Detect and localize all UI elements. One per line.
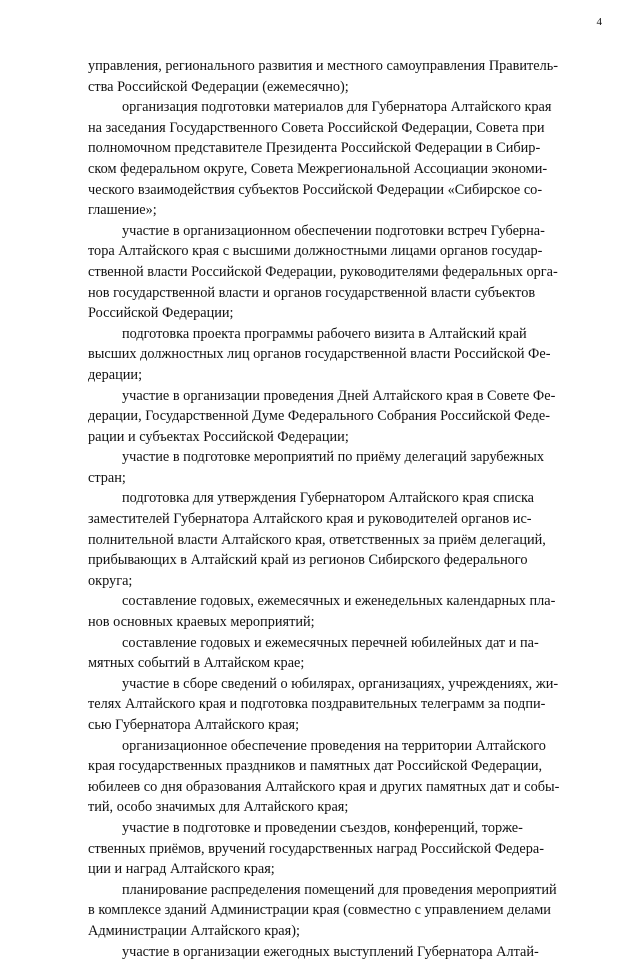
paragraph: организация подготовки материалов для Губернатора Алтайского края на заседания Государственного Совета Российской Федерации, Совета при полномочном представителе Президента Российской Федерации в Сибир- ском федеральном округе, Совета Межрегиональной Ассоциации экономи- ческого взаимодействия субъектов Российской Федерации «Сибирское со- глашение»; — [88, 99, 552, 219]
paragraph: составление годовых и ежемесячных перечней юбилейных дат и па- мятных событий в Алтайском крае; — [88, 634, 539, 672]
document-body — [88, 56, 604, 962]
page-number: 4 — [596, 16, 602, 28]
paragraph: организационное обеспечение проведения на территории Алтайского края государственных праздников и памятных дат Российской Федерации, юбилеев со дня образования Алтайского края и других памятных дат и собы- тий, особо значимых для Алтайского края; — [88, 737, 560, 816]
paragraph: участие в подготовке и проведении съездов, конференций, торже- ственных приёмов, вручений государственных наград Российской Федера- ции и наград Алтайского края; — [88, 819, 545, 878]
paragraph: участие в организации ежегодных выступлений Губернатора Алтай- — [122, 943, 539, 960]
paragraph: подготовка проекта программы рабочего визита в Алтайский край высших должностных лиц органов государственной власти Российской Фе- дерации; — [88, 325, 551, 383]
paragraph: участие в организации проведения Дней Алтайского края в Совете Фе- дерации, Государственной Думе Федерального Собрания Российской Феде- рации и субъектах Российской Федерации; — [88, 387, 556, 445]
paragraph: участие в подготовке мероприятий по приёму делегаций зарубежных стран; — [88, 449, 545, 486]
paragraph: участие в организационном обеспечении подготовки встреч Губерна- тора Алтайского края с высшими должностными лицами органов государ- ственной власти Российской Федерации, руководителями федеральных орга- нов государственной власти и органов государственной власти субъектов Российской Федерации; — [88, 222, 558, 322]
paragraph: планирование распределения помещений для проведения мероприятий в комплексе зданий Администрации края (совместно с управлением делами Администрации Алтайского края); — [88, 881, 557, 939]
paragraph: управления, регионального развития и местного самоуправления Правитель- ства Российской Федерации (ежемесячно); — [88, 58, 559, 95]
paragraph: подготовка для утверждения Губернатором Алтайского края списка заместителей Губернатора Алтайского края и руководителей органов ис- полнительной власти Алтайского края, ответственных за приём делегаций, прибывающих в Алтайский край из регионов Сибирского федерального округа; — [88, 490, 546, 589]
paragraph: составление годовых, ежемесячных и еженедельных календарных пла- нов основных краевых мероприятий; — [88, 593, 556, 631]
paragraph: участие в сборе сведений о юбилярах, организациях, учреждениях, жи- телях Алтайского края и подготовка поздравительных телеграмм за подпи- сью Губернатора Алтайского края; — [88, 675, 559, 733]
